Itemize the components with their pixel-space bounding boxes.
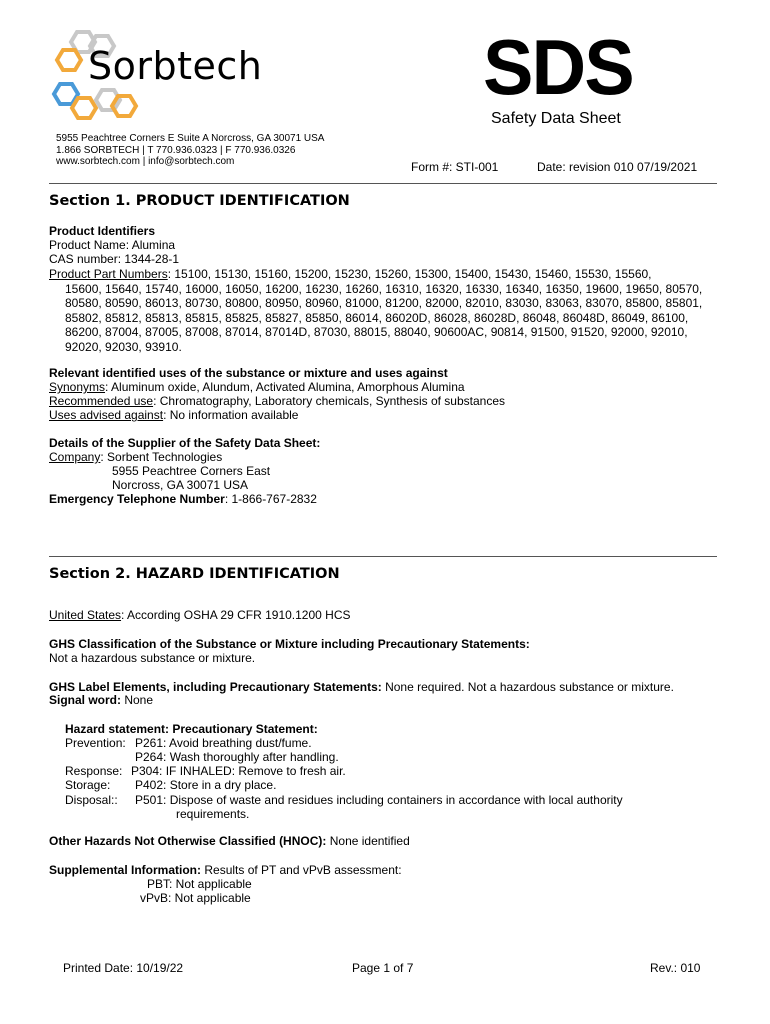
synonyms-label: Synonyms (49, 380, 106, 394)
company-street: 5955 Peachtree Corners East (112, 464, 271, 478)
revision-number: Rev.: 010 (650, 961, 701, 975)
company-city: Norcross, GA 30071 USA (112, 478, 249, 492)
uses-advised-against (49, 408, 298, 422)
storage-p402: P402: Store in a dry place. (135, 778, 277, 792)
company-address (56, 133, 324, 168)
response-label: Response: (65, 764, 123, 778)
prevention-p261: P261: Avoid breathing dust/fume. (135, 736, 312, 750)
vpvb-result: vPvB: Not applicable (140, 891, 251, 905)
disposal-p501-continued: requirements. (176, 807, 250, 821)
supplier-heading: Details of the Supplier of the Safety Data Sheet: (49, 436, 321, 450)
supplemental-value: Results of PT and vPvB assessment: (201, 863, 402, 877)
section-divider (49, 556, 717, 557)
emergency-phone (49, 492, 317, 506)
signal-word-label: Signal word: (49, 693, 121, 707)
part-numbers-first-line: : 15100, 15130, 15160, 15200, 15230, 15260, 15300, 15400, 15430, 15460, 15530, 15560, (167, 267, 652, 281)
synonyms-value: : Aluminum oxide, Alundum, Activated Alumina, Amorphous Alumina (105, 380, 465, 394)
ghs-label-elements (49, 680, 674, 694)
emergency-label: Emergency Telephone Number (49, 492, 225, 506)
united-states-regulation (49, 608, 351, 622)
company-label: Company (49, 450, 101, 464)
uses-heading: Relevant identified uses of the substance or mixture and uses against (49, 366, 448, 380)
prevention-label: Prevention: (65, 736, 126, 750)
ghs-label-value: None required. Not a hazardous substance or mixture. (381, 680, 674, 694)
section-2-title: Section 2. HAZARD IDENTIFICATION (49, 566, 340, 582)
pbt-result: PBT: Not applicable (147, 877, 252, 891)
signal-word (49, 693, 153, 707)
phone-line: 1.866 SORBTECH | T 770.936.0323 | F 770.936.0326 (56, 144, 296, 156)
hnoc-value: None identified (326, 834, 410, 848)
advised-value: : No information available (163, 408, 299, 422)
product-part-numbers (49, 267, 719, 354)
part-numbers-list: 15600, 15640, 15740, 16000, 16050, 16200, 16230, 16260, 16310, 16320, 16330, 16340, 16350, 19600, 19650, 80570, 80580, 80590, 86013, 80730, 80800, 80950, 80960, 81000, 81200, 82000, 82010, 83030, 83063, 83070, 85800, 85801, 85802, 85812, 85813, 85815, 85825, 85827, 85850, 86014, 86020D, 86028, 86028D, 86048, 86048D, 86049, 86100, 86200, 87004, 87005, 87008, 87014, 87014D, 87030, 88015, 88040, 90600AC, 90814, 91500, 91520, 92000, 92010, 92020, 92030, 93910. (65, 281, 703, 354)
advised-label: Uses advised against (49, 408, 164, 422)
form-number: Form #: STI-001 (411, 160, 499, 174)
recommended-use (49, 394, 505, 408)
printed-date: Printed Date: 10/19/22 (63, 961, 184, 975)
supplemental-information (49, 863, 402, 877)
disposal-label: Disposal:: (65, 793, 118, 807)
product-identifiers-heading: Product Identifiers (49, 224, 156, 238)
address-line: 5955 Peachtree Corners E Suite A Norcross, GA 30071 USA (56, 133, 325, 144)
synonyms (49, 380, 465, 394)
supplemental-label: Supplemental Information: (49, 863, 202, 877)
recommended-value: : Chromatography, Laboratory chemicals, Synthesis of substances (153, 394, 506, 408)
prevention-p264: P264: Wash thoroughly after handling. (135, 750, 339, 764)
company (49, 450, 222, 464)
page-number: Page 1 of 7 (352, 961, 414, 975)
hnoc (49, 834, 410, 848)
ghs-classification-heading: GHS Classification of the Substance or Mixture including Precautionary Statements: (49, 637, 530, 651)
hnoc-label: Other Hazards Not Otherwise Classified (HNOC): (49, 834, 327, 848)
recommended-label: Recommended use (49, 394, 154, 408)
brand-name: Sorbtech (88, 44, 263, 88)
us-label: United States (49, 608, 122, 622)
response-p304: P304: IF INHALED: Remove to fresh air. (131, 764, 346, 778)
revision-date: Date: revision 010 07/19/2021 (537, 160, 698, 174)
product-name: Product Name: Alumina (49, 238, 176, 252)
ghs-classification-value: Not a hazardous substance or mixture. (49, 651, 256, 665)
header-divider (49, 183, 717, 184)
storage-label: Storage: (65, 778, 111, 792)
ghs-label-heading: GHS Label Elements, including Precautionary Statements: (49, 680, 382, 694)
hazard-statement-heading: Hazard statement: Precautionary Statement: (65, 722, 318, 736)
section-1-title: Section 1. PRODUCT IDENTIFICATION (49, 193, 350, 209)
part-numbers-label: Product Part Numbers (49, 267, 168, 281)
sds-subtitle: Safety Data Sheet (491, 110, 621, 127)
us-value: : According OSHA 29 CFR 1910.1200 HCS (121, 608, 351, 622)
cas-number: CAS number: 1344-28-1 (49, 252, 180, 266)
sds-title: SDS (483, 23, 633, 111)
signal-word-value: None (121, 693, 154, 707)
web-line: www.sorbtech.com | info@sorbtech.com (56, 156, 235, 167)
company-value: : Sorbent Technologies (100, 450, 223, 464)
emergency-value: : 1-866-767-2832 (224, 492, 317, 506)
disposal-p501: P501: Dispose of waste and residues including containers in accordance with local authority (135, 793, 623, 807)
